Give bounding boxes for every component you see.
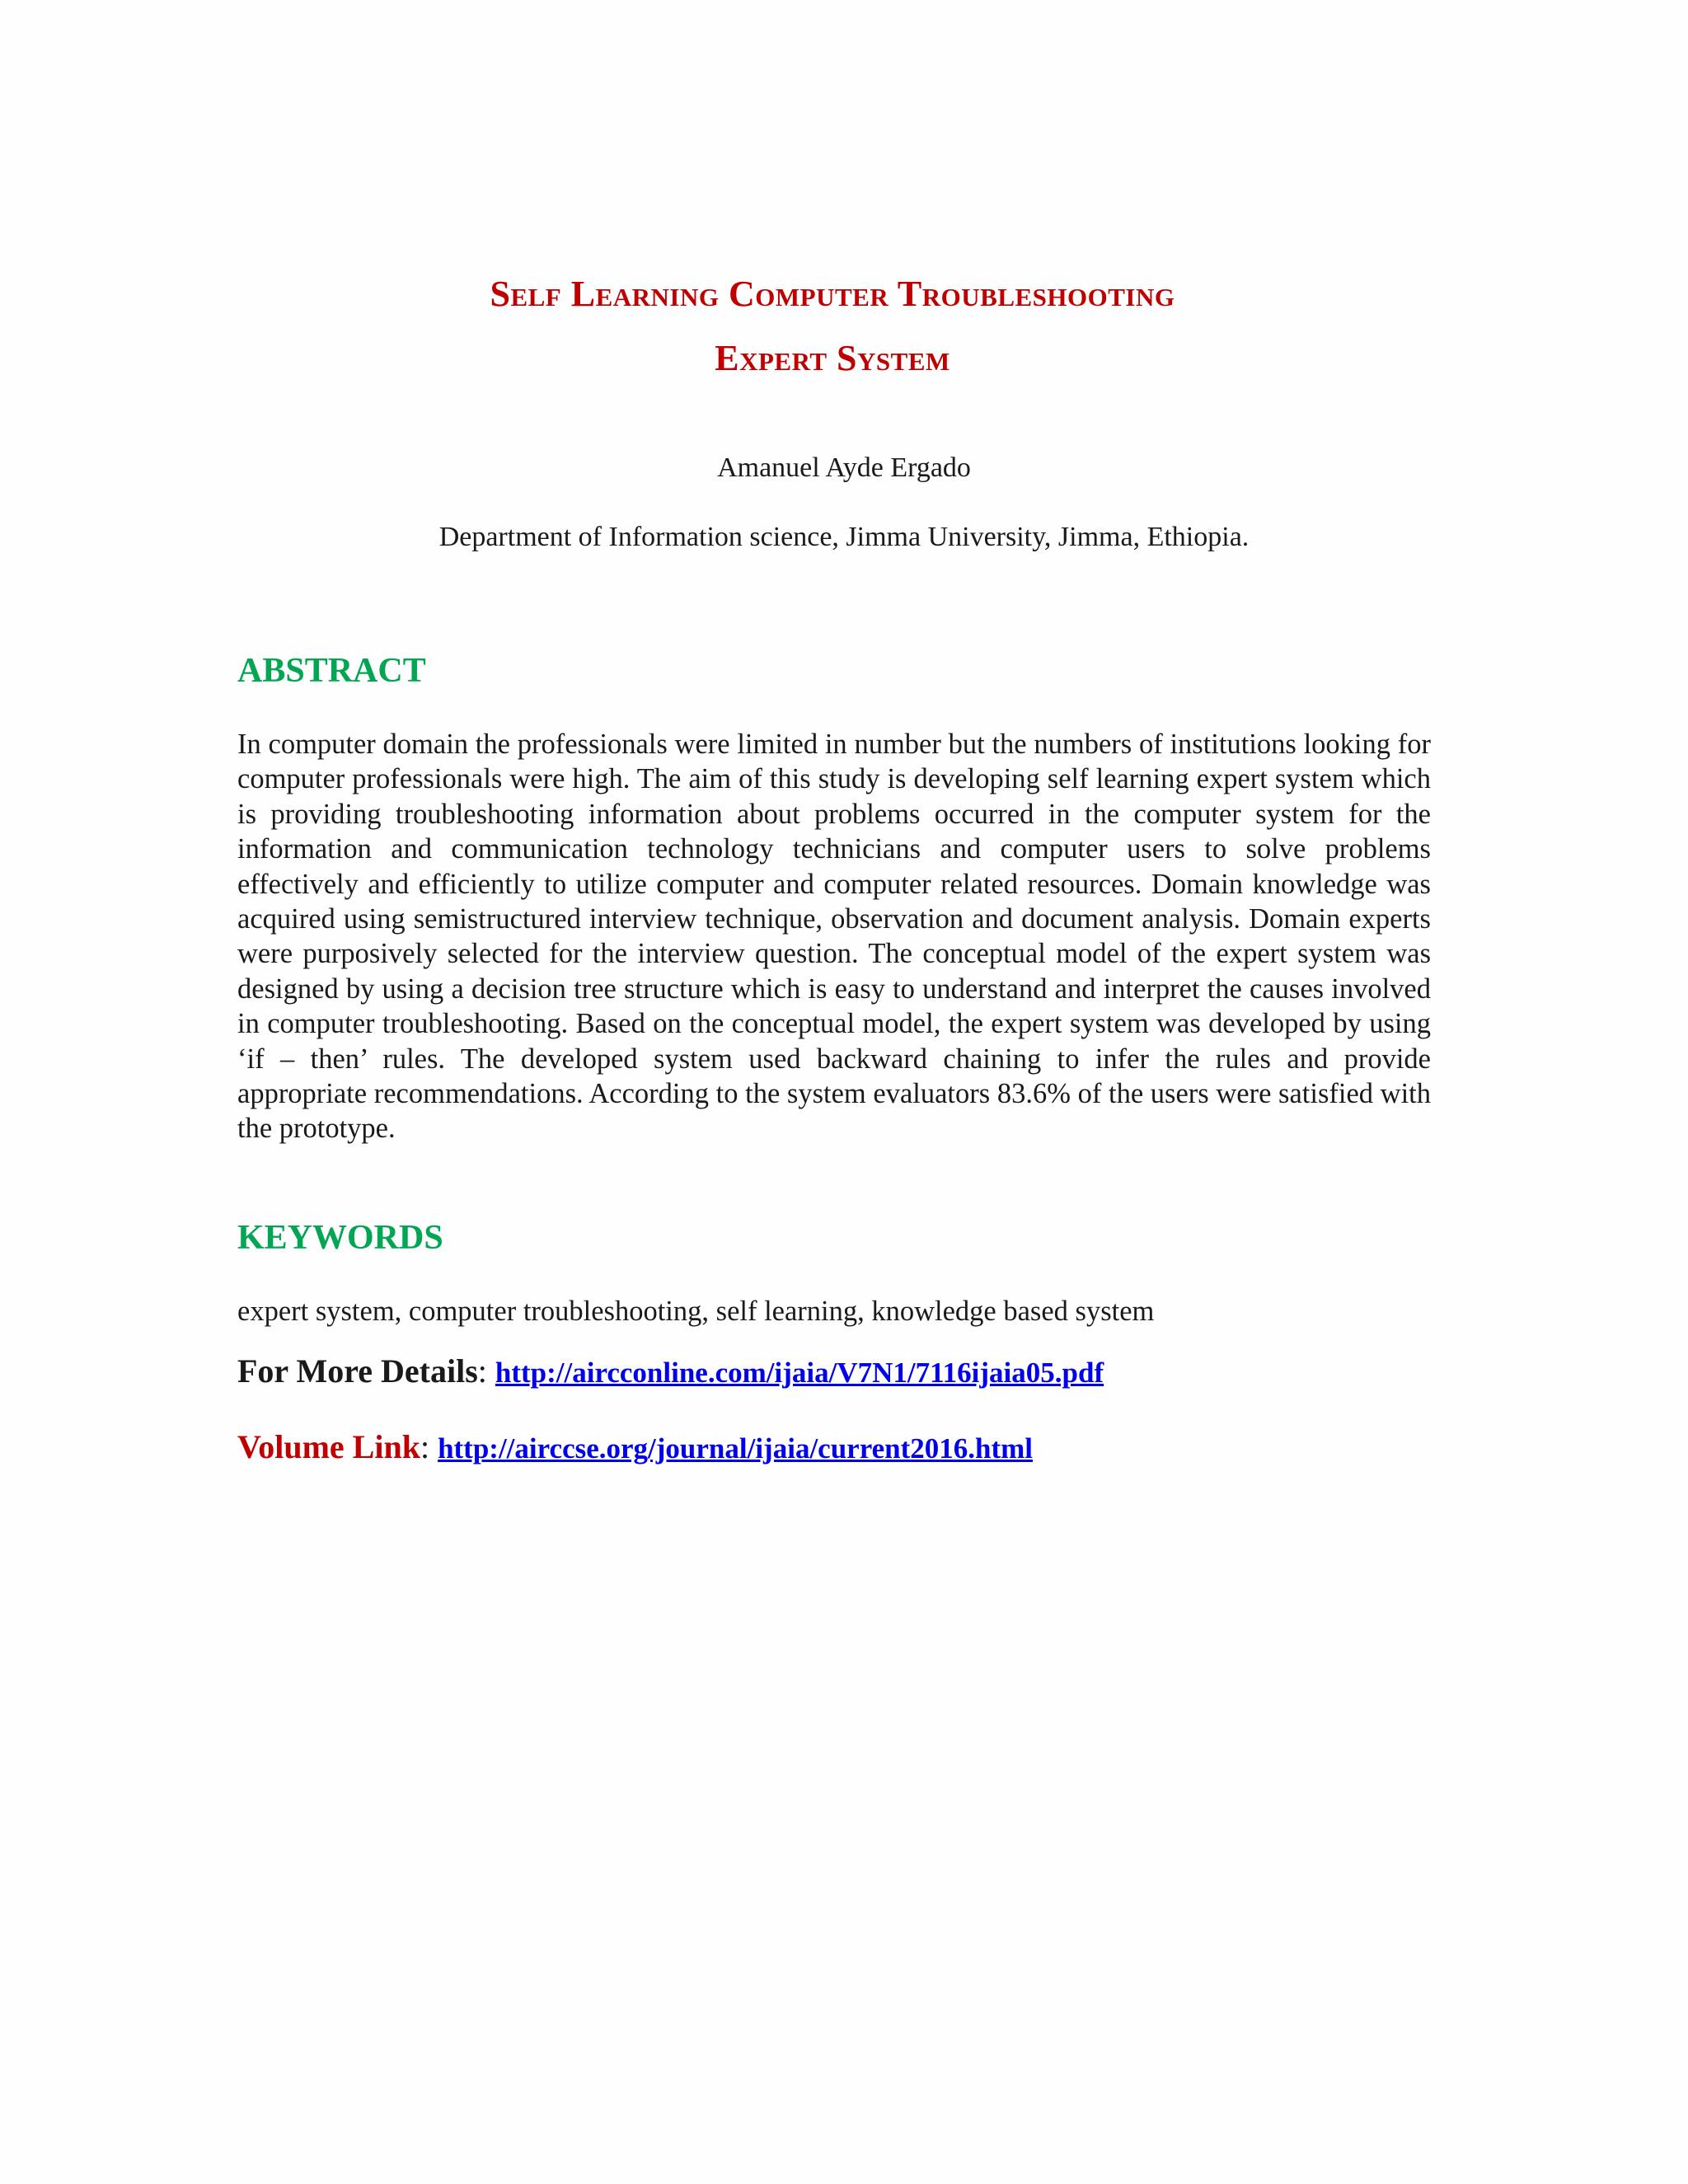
volume-link-colon: :: [420, 1428, 430, 1465]
volume-link-row: [237, 1427, 1033, 1469]
paper-title-line-2: Expert System: [715, 338, 950, 378]
more-details-link[interactable]: http://aircconline.com/ijaia/V7N1/7116ijaia05.pdf: [495, 1357, 1104, 1389]
abstract-heading: ABSTRACT: [237, 652, 426, 690]
more-details-row: [237, 1352, 1104, 1393]
volume-link[interactable]: http://airccse.org/journal/ijaia/current2016.html: [438, 1432, 1034, 1465]
abstract-text: In computer domain the professionals were limited in number but the numbers of institutions looking for computer professionals were high. The aim of this study is developing self learning expert system which is providing troubleshooting information about problems occurred in the computer system for the information and communication technology technicians and computer users to solve problems effectively and efficiently to utilize computer and computer related resources. Domain knowledge was acquired using semistructured interview technique, observation and document analysis. Domain experts were purposively selected for the interview question. The conceptual model of the expert system was designed by using a decision tree structure which is easy to understand and interpret the causes involved in computer troubleshooting. Based on the conceptual model, the expert system was developed by using ‘if – then’ rules. The developed system used backward chaining to infer the rules and provide appropriate recommendations. According to the system evaluators 83.6% of the users were satisfied with the prototype.: [237, 729, 1431, 1145]
keywords-heading: KEYWORDS: [237, 1219, 443, 1257]
author-affiliation: Department of Information science, Jimma University, Jimma, Ethiopia.: [438, 522, 1250, 552]
volume-link-label: Volume Link: [237, 1428, 420, 1465]
keywords-text: expert system, computer troubleshooting, self learning, knowledge based system: [237, 1296, 1155, 1327]
paper-title-line-1: Self Learning Computer Troubleshooting: [490, 274, 1175, 314]
paper-title: [165, 262, 1500, 391]
more-details-label: For More Details: [237, 1352, 478, 1390]
more-details-colon: :: [477, 1352, 487, 1390]
author-name: Amanuel Ayde Ergado: [717, 452, 971, 483]
